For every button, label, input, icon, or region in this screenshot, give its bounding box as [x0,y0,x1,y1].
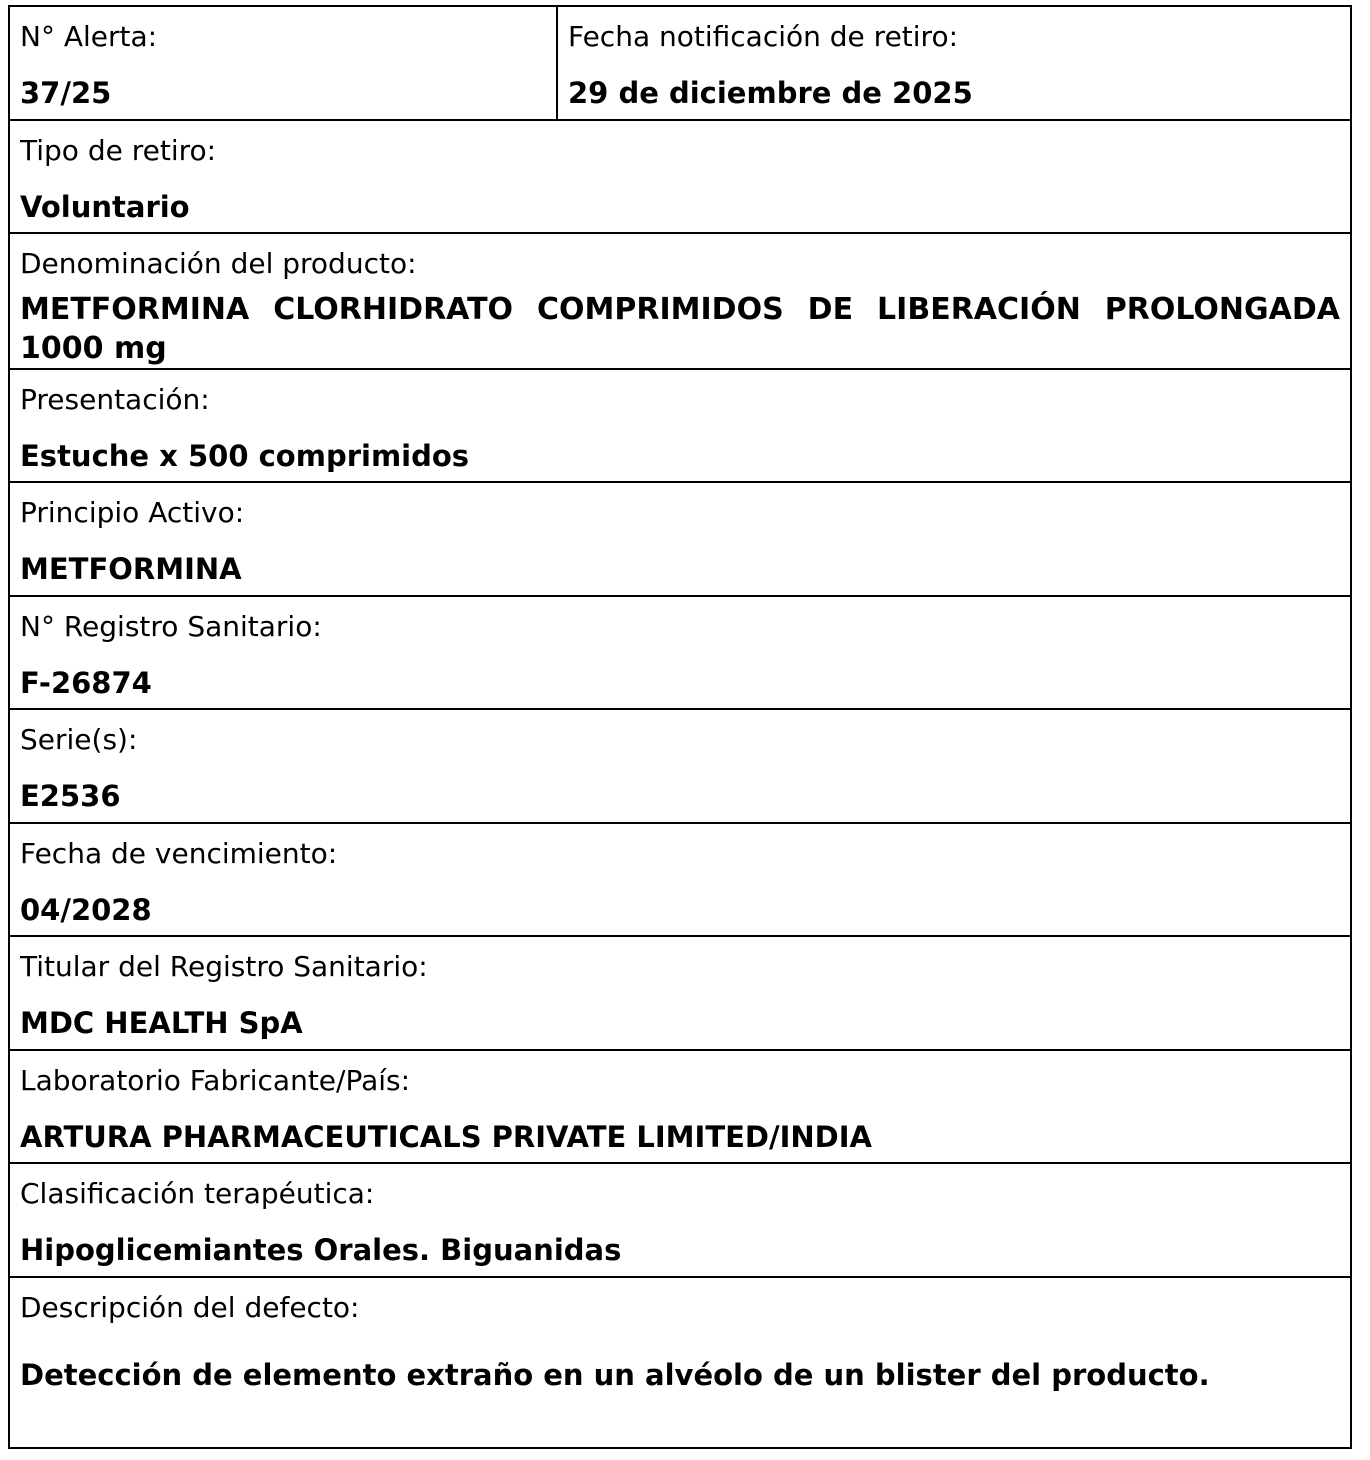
registration-holder-value: MDC HEALTH SpA [20,1006,303,1040]
recall-alert-table [8,5,1352,1449]
recall-type-value: Voluntario [20,189,190,224]
active-ingredient-value: METFORMINA [20,552,242,586]
series-label: Serie(s): [20,723,138,756]
manufacturer-label: Laboratorio Fabricante/País: [20,1063,411,1097]
registration-holder-label: Titular del Registro Sanitario: [20,950,428,983]
registration-number-row [10,597,1350,711]
series-row [10,710,1350,824]
registration-number-label: N° Registro Sanitario: [20,609,322,643]
active-ingredient-label: Principio Activo: [20,496,245,529]
alert-number-value: 37/25 [20,76,112,110]
series-value: E2536 [20,779,121,813]
notification-date-label: Fecha notificación de retiro: [568,20,959,53]
manufacturer-row [10,1051,1350,1165]
recall-type-label: Tipo de retiro: [20,133,217,167]
registration-holder-row [10,937,1350,1051]
expiry-date-label: Fecha de vencimiento: [20,836,338,870]
notification-date-cell [558,7,1350,119]
active-ingredient-row [10,483,1350,597]
expiry-date-row [10,824,1350,938]
manufacturer-value: ARTURA PHARMACEUTICALS PRIVATE LIMITED/INDIA [20,1119,872,1154]
presentation-label: Presentación: [20,382,210,416]
expiry-date-value: 04/2028 [20,892,152,927]
presentation-value: Estuche x 500 comprimidos [20,438,470,473]
recall-type-row [10,121,1350,235]
defect-description-value: Detección de elemento extraño en un alvéolo de un blister del producto. [20,1357,1210,1392]
presentation-row [10,370,1350,484]
product-name-label: Denominación del producto: [20,247,417,280]
registration-number-value: F-26874 [20,665,152,700]
alert-number-label: N° Alerta: [20,20,158,53]
therapeutic-class-label: Clasificación terapéutica: [20,1177,375,1210]
alert-number-cell [10,7,558,119]
alert-header-row [10,7,1350,121]
therapeutic-class-row [10,1164,1350,1278]
defect-description-label: Descripción del defecto: [20,1290,360,1324]
product-name-row [10,234,1350,370]
defect-description-row [10,1278,1350,1449]
notification-date-value: 29 de diciembre de 2025 [568,76,973,110]
product-name-value: METFORMINA CLORHIDRATO COMPRIMIDOS DE LIBERACIÓN PROLONGADA 1000 mg [20,292,1340,366]
therapeutic-class-value: Hipoglicemiantes Orales. Biguanidas [20,1233,622,1267]
